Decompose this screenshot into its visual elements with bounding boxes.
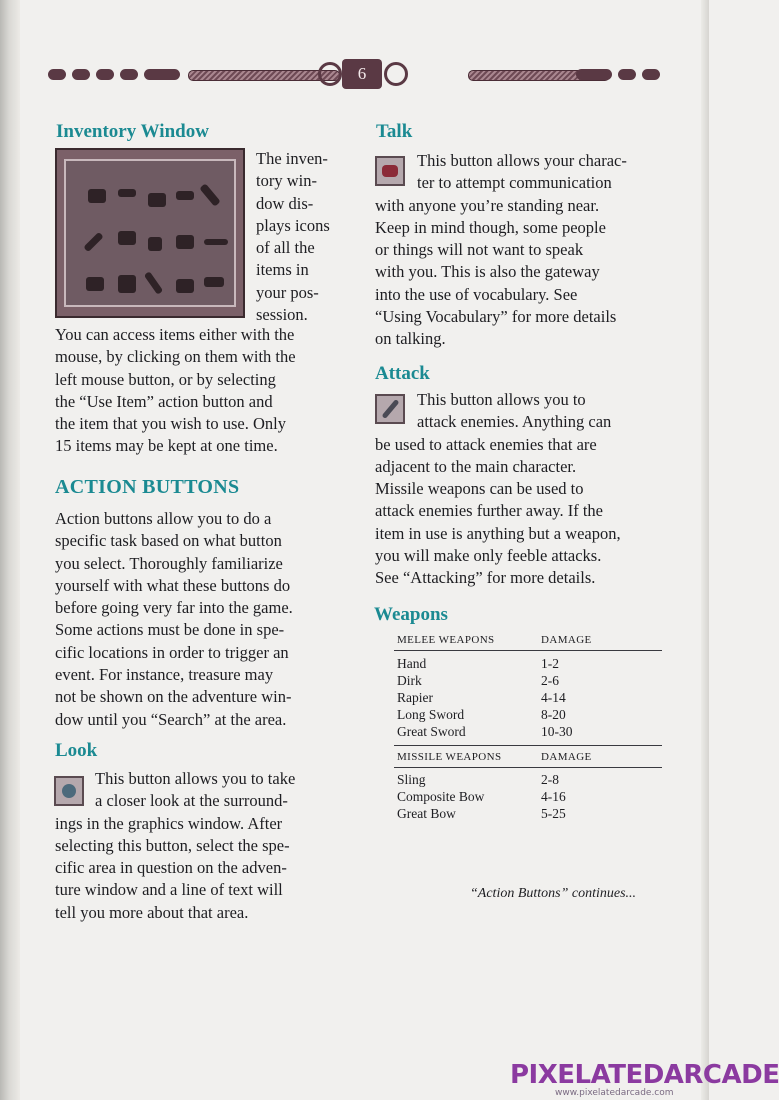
- text-line: selecting this button, select the spe-: [55, 835, 290, 855]
- text-line: dow dis-: [256, 193, 314, 213]
- weapon-name: Rapier: [397, 690, 433, 705]
- ornament-dash: [120, 69, 138, 80]
- continues-note: “Action Buttons” continues...: [470, 886, 637, 901]
- inventory-item-icon: [86, 277, 104, 291]
- weapons-heading: Weapons: [374, 604, 448, 625]
- inventory-window-heading: Inventory Window: [56, 121, 209, 142]
- inventory-item-icon: [176, 279, 194, 293]
- text-line: your pos-: [256, 282, 319, 302]
- inventory-item-icon: [118, 275, 136, 293]
- weapon-damage: 4-16: [541, 789, 566, 804]
- inventory-item-icon: [148, 193, 166, 207]
- text-line: ings in the graphics window. After: [55, 813, 283, 833]
- weapon-damage: 5-25: [541, 806, 566, 821]
- text-line: or things will not want to speak: [375, 240, 584, 260]
- text-line: be used to attack enemies that are: [375, 434, 597, 454]
- text-line: See “Attacking” for more details.: [375, 568, 596, 588]
- text-line: 15 items may be kept at one time.: [55, 436, 278, 456]
- inventory-grid: [64, 159, 236, 307]
- inventory-item-icon: [204, 277, 224, 287]
- inventory-item-icon: [118, 231, 136, 245]
- text-line: adjacent to the main character.: [375, 456, 577, 476]
- text-line: This button allows you to take: [95, 769, 296, 788]
- binding-spine: [0, 0, 20, 1100]
- text-line: you will make only feeble attacks.: [375, 546, 602, 566]
- page-header-ornament: [48, 57, 668, 93]
- text-line: plays icons: [256, 215, 330, 235]
- action-buttons-heading: ACTION BUTTONS: [55, 476, 240, 498]
- text-line: specific task based on what button: [55, 531, 282, 551]
- text-line: not be shown on the adventure win-: [55, 687, 292, 707]
- ornament-ring: [318, 62, 342, 86]
- page-number-box: [342, 59, 382, 89]
- attack-heading: Attack: [375, 363, 430, 384]
- ornament-dash: [72, 69, 90, 80]
- weapon-damage: 2-8: [541, 772, 559, 787]
- text-line: ture window and a line of text will: [55, 880, 283, 900]
- weapon-name: Hand: [397, 656, 427, 671]
- text-line: items in: [256, 260, 309, 280]
- damage-header: DAMAGE: [541, 634, 592, 646]
- text-line: dow until you “Search” at the area.: [55, 709, 287, 729]
- text-line: into the use of vocabulary. See: [375, 284, 578, 304]
- text-line: This button allows you to: [417, 390, 586, 409]
- inventory-item-icon: [144, 271, 163, 295]
- page-number: 6: [357, 64, 367, 83]
- text-line: cific area in question on the adven-: [55, 858, 287, 878]
- inventory-item-icon: [176, 191, 194, 200]
- text-line: before going very far into the game.: [55, 598, 293, 618]
- weapon-name: Sling: [397, 772, 426, 787]
- ornament-dash: [48, 69, 66, 80]
- missile-header: MISSILE WEAPONS: [397, 751, 502, 763]
- weapon-damage: 4-14: [541, 690, 566, 705]
- text-line: with you. This is also the gateway: [375, 262, 600, 282]
- inventory-item-icon: [88, 189, 106, 203]
- text-line: mouse, by clicking on them with the: [55, 347, 296, 367]
- text-line: Keep in mind though, some people: [375, 217, 606, 237]
- inventory-item-icon: [118, 189, 136, 197]
- ornament-dash: [96, 69, 114, 80]
- text-line: with anyone you’re standing near.: [375, 195, 600, 215]
- text-line: of all the: [256, 238, 315, 258]
- text-line: cific locations in order to trigger an: [55, 642, 289, 662]
- inventory-item-icon: [204, 239, 228, 245]
- look-text: [55, 768, 295, 924]
- attack-text: [375, 389, 621, 590]
- text-line: You can access items either with the: [55, 325, 295, 344]
- inventory-item-icon: [83, 232, 104, 253]
- inventory-item-icon: [148, 237, 162, 251]
- text-line: Action buttons allow you to do a: [55, 509, 272, 528]
- weapon-name: Great Sword: [397, 724, 466, 739]
- text-line: attack enemies further away. If the: [375, 501, 603, 521]
- text-line: “Using Vocabulary” for more details: [375, 307, 617, 327]
- inventory-window-image: [55, 148, 245, 318]
- melee-header: MELEE WEAPONS: [397, 634, 495, 646]
- weapon-name: Dirk: [397, 673, 422, 688]
- weapon-name: Composite Bow: [397, 789, 485, 804]
- text-line: The inven-: [256, 149, 328, 168]
- text-line: on talking.: [375, 329, 446, 349]
- inventory-body-text: [55, 324, 296, 458]
- text-line: event. For instance, treasure may: [55, 665, 274, 685]
- text-line: tory win-: [256, 171, 317, 191]
- text-line: Some actions must be done in spe-: [55, 620, 285, 640]
- ornament-dash: [642, 69, 660, 80]
- text-line: tell you more about that area.: [55, 902, 249, 922]
- weapon-damage: 10-30: [541, 724, 573, 739]
- text-line: yourself with what these buttons do: [55, 575, 291, 595]
- table-rule: [394, 650, 662, 651]
- page-edge: [701, 0, 709, 1100]
- weapon-damage: 2-6: [541, 673, 559, 688]
- action-buttons-text: [55, 508, 293, 731]
- text-line: the “Use Item” action button and: [55, 391, 273, 411]
- text-line: session.: [256, 305, 308, 325]
- text-line: attack enemies. Anything can: [417, 412, 612, 432]
- text-line: the item that you wish to use. Only: [55, 414, 286, 434]
- text-line: left mouse button, or by selecting: [55, 369, 276, 389]
- ornament-ring: [384, 62, 408, 86]
- inventory-side-text: [256, 148, 330, 326]
- weapon-name: Long Sword: [397, 707, 465, 722]
- text-line: you select. Thoroughly familiarize: [55, 553, 283, 573]
- weapon-name: Great Bow: [397, 806, 456, 821]
- table-rule: [394, 745, 662, 746]
- text-line: a closer look at the surround-: [95, 791, 288, 811]
- text-line: item in use is anything but a weapon,: [375, 523, 621, 543]
- inventory-item-icon: [199, 183, 221, 207]
- look-heading: Look: [55, 740, 98, 761]
- ornament-dash: [576, 69, 612, 80]
- damage-header: DAMAGE: [541, 751, 592, 763]
- table-rule: [394, 767, 662, 768]
- talk-text: [375, 150, 627, 351]
- text-line: Missile weapons can be used to: [375, 479, 584, 499]
- text-line: ter to attempt communication: [417, 173, 612, 193]
- text-line: This button allows your charac-: [417, 151, 627, 170]
- weapon-damage: 8-20: [541, 707, 566, 722]
- watermark-url: www.pixelatedarcade.com: [555, 1088, 674, 1098]
- inventory-item-icon: [176, 235, 194, 249]
- watermark-brand: PIXELATEDARCADE: [510, 1060, 779, 1090]
- talk-heading: Talk: [376, 121, 413, 142]
- ornament-dash: [618, 69, 636, 80]
- ornament-dash: [144, 69, 180, 80]
- weapon-damage: 1-2: [541, 656, 559, 671]
